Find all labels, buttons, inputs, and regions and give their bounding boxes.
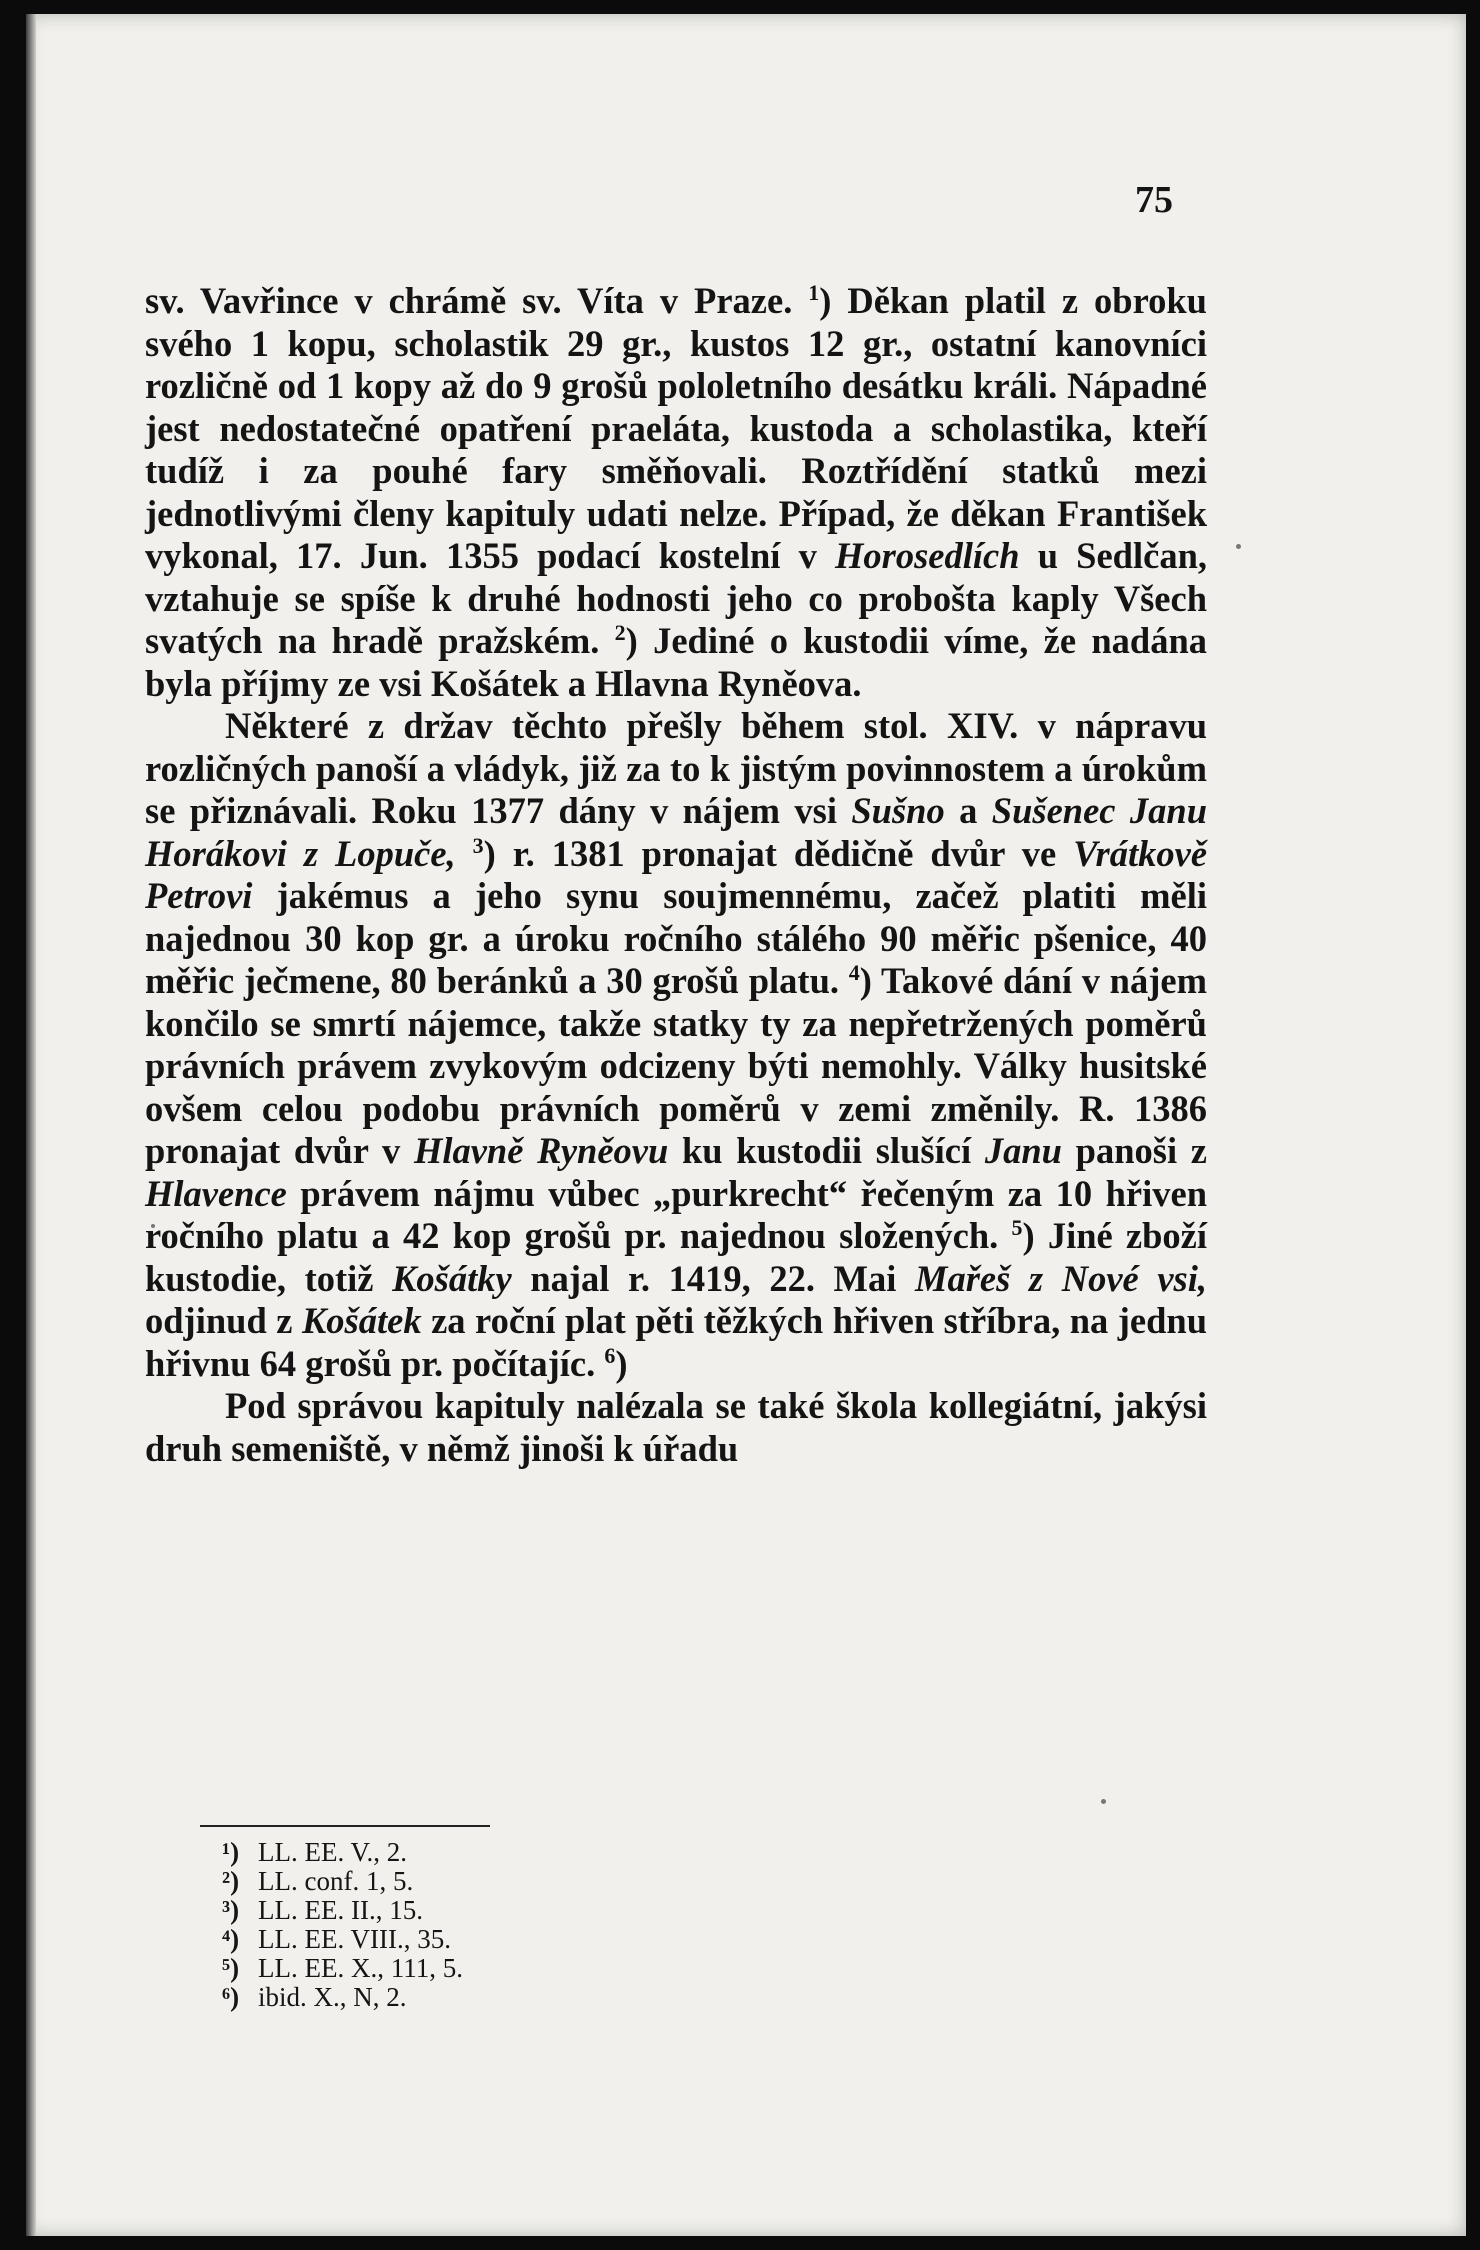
italic-text: Sušno xyxy=(851,790,945,831)
footnote-ref: 4 xyxy=(848,959,860,985)
italic-text: Košátky xyxy=(392,1257,512,1299)
text-run: u Sedlčan, vztahuje se spíše k druhé hodnosti jeho co probošta kaply Všech svatých na hradě pražském. xyxy=(145,535,1207,661)
paper-speck xyxy=(1236,544,1241,549)
footnote-text: LL. EE. X., 111, 5. xyxy=(258,1953,463,1983)
footnote-ref: 2 xyxy=(614,619,626,645)
footnote-mark: ¹) xyxy=(222,1837,240,1867)
italic-text: Hlavence xyxy=(145,1172,287,1214)
text-run: panoši z xyxy=(1061,1130,1207,1171)
footnote xyxy=(222,1925,463,1954)
italic-text: Hlavně Ryněovu xyxy=(413,1130,669,1171)
text-run xyxy=(456,833,473,874)
page-gutter-shadow xyxy=(26,14,36,2236)
text-run: odjinud z xyxy=(145,1300,302,1341)
text-run: sv. Vavřince v chrámě sv. Víta v Praze. xyxy=(145,280,809,321)
text-run: za roční plat pěti těžkých hřiven stříbra, na jednu hřivnu 64 grošů pr. počítajíc. xyxy=(145,1300,1207,1384)
text-run: ku kustodii slušící xyxy=(668,1130,985,1171)
body-text xyxy=(145,280,1207,1470)
footnote-text: LL. conf. 1, 5. xyxy=(258,1866,414,1896)
text-run: najal r. 1419, 22. Mai xyxy=(511,1257,915,1299)
footnote-ref: 1 xyxy=(808,279,820,305)
footnote-mark: ⁶) xyxy=(222,1982,240,2012)
italic-text: Horosedlích xyxy=(835,535,1020,576)
footnote-mark: ⁴) xyxy=(222,1924,240,1954)
footnote xyxy=(222,1867,463,1896)
text-run: ) Jediné o kustodii víme, že nadána byla příjmy ze vsi Košátek a Hlavna Ryněova. xyxy=(145,620,1207,704)
italic-text: Mařeš z Nové vsi, xyxy=(915,1257,1207,1299)
text-run: ) xyxy=(615,1342,628,1384)
footnote xyxy=(222,1838,463,1867)
text-run: ) r. 1381 pronajat dědičně dvůr ve xyxy=(483,832,1074,874)
text-run: Pod správou kapituly nalézala se také škola kollegiátní, jakýsi druh semeniště, v němž jinoši k úřadu xyxy=(145,1385,1207,1469)
text-run: jakémus a jeho synu soujmennému, začež platiti měli najednou 30 kop gr. a úroku ročního stálého 90 měřic pšenice, 40 měřic ječmene, 80 beránků a 30 grošů platu. xyxy=(145,875,1207,1001)
footnote xyxy=(222,1896,463,1925)
text-run: ) Děkan platil z obroku svého 1 kopu, scholastik 29 gr., kustos 12 gr., ostatní kanovníci rozličně od 1 kopy až do 9 grošů pololetního desátku králi. Nápadné jest nedostatečné opatření praeláta, kustoda a scholastika, kteří tudíž i za pouhé fary směňovali. Roztřídění statků mezi jednotlivými členy kapituly udati nelze. Případ, že děkan František vykonal, 17. Jun. 1355 podací kostelní v xyxy=(145,280,1207,576)
footnote-rule xyxy=(200,1825,490,1827)
paragraph xyxy=(145,280,1207,705)
footnote-mark: ²) xyxy=(222,1866,240,1896)
footnote-text: LL. EE. II., 15. xyxy=(258,1895,423,1925)
text-run: ) Takové dání v nájem končilo se smrtí nájemce, takže statky ty za nepřetržených poměrů právních právem zvykovým odcizeny býti nemohly. Války husitské ovšem celou podobu právních poměrů v zemi změnily. R. 1386 pronajat dvůr v xyxy=(145,960,1207,1171)
italic-text: Sušenec Janu Horákovi z Lopuče, xyxy=(145,790,1208,874)
text-run: Některé z držav těchto přešly během stol. XIV. v nápravu rozličných panoší a vládyk, již za to k jistým povinnostem a úrokům se přiznávali. Roku 1377 dány v nájem vsi xyxy=(145,705,1207,831)
footnote xyxy=(222,1983,463,2012)
footnote-ref: 3 xyxy=(472,832,484,858)
footnote-ref: 6 xyxy=(604,1342,616,1368)
footnote xyxy=(222,1954,463,1983)
italic-text: Košátek xyxy=(301,1300,422,1341)
footnotes xyxy=(222,1838,463,2012)
footnote-text: LL. EE. V., 2. xyxy=(258,1837,408,1867)
page-number: 75 xyxy=(1135,179,1173,221)
paper-speck xyxy=(1101,1799,1106,1804)
text-run: právem nájmu vůbec „purkrecht“ řečeným za 10 hřiven ročního platu a 42 kop grošů pr. najednou složených. xyxy=(145,1172,1207,1256)
footnote-mark: ⁵) xyxy=(222,1953,240,1983)
italic-text: Vrátkově Petrovi xyxy=(145,832,1208,916)
footnote-mark: ³) xyxy=(222,1895,240,1925)
text-run: a xyxy=(944,790,992,831)
text-run: ) Jiné zboží kustodie, totiž xyxy=(145,1215,1207,1299)
paragraph xyxy=(145,705,1207,1385)
footnote-text: ibid. X., N, 2. xyxy=(258,1982,407,2012)
footnote-text: LL. EE. VIII., 35. xyxy=(258,1924,451,1954)
footnote-ref: 5 xyxy=(1011,1214,1023,1240)
paragraph xyxy=(145,1385,1207,1470)
italic-text: Janu xyxy=(984,1130,1062,1171)
